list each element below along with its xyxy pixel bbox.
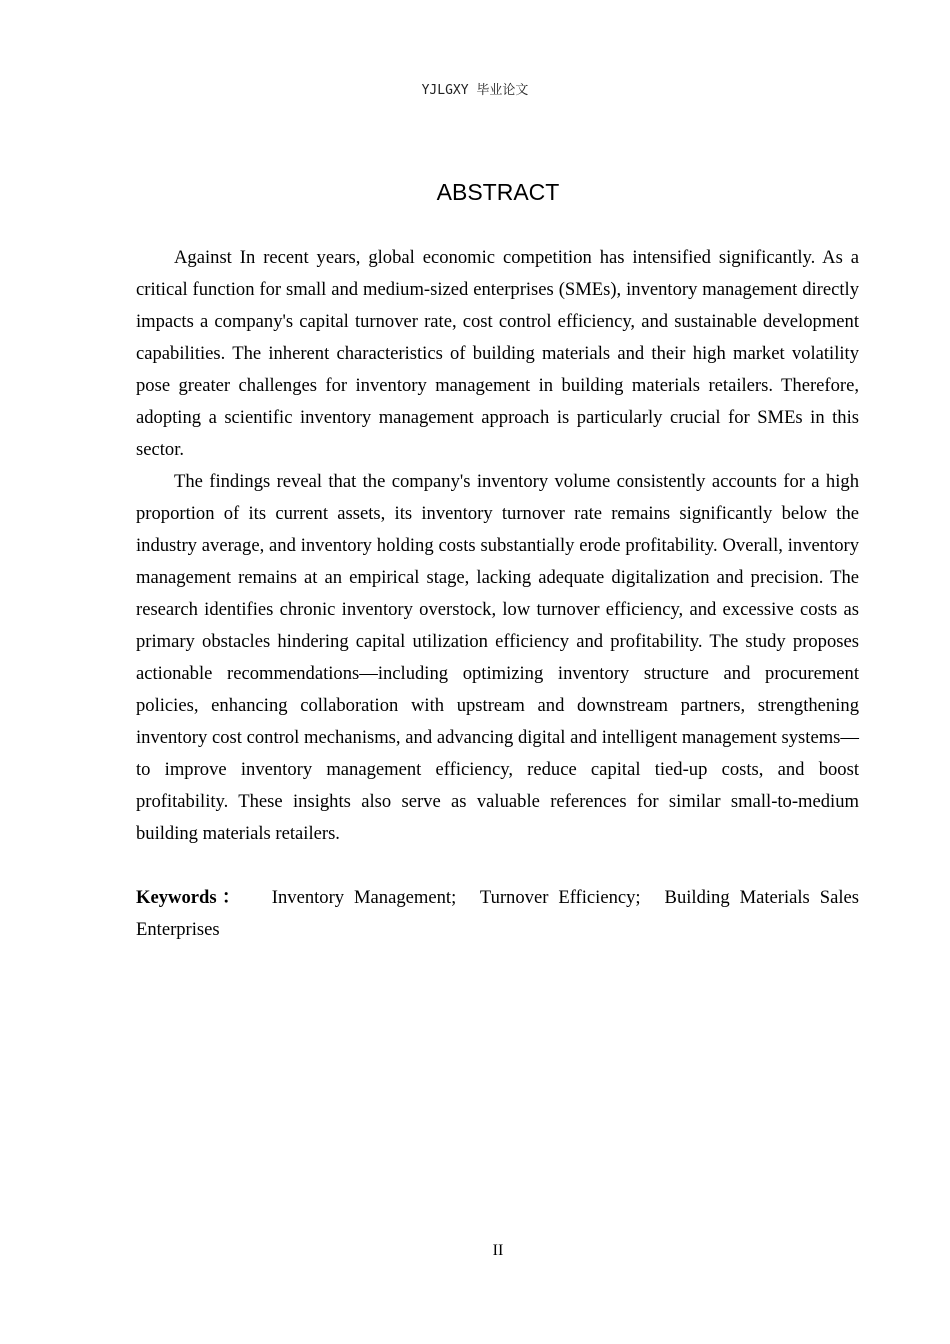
keyword-item: Turnover Efficiency; <box>479 887 641 908</box>
page-number: II <box>492 1242 504 1259</box>
keywords-label: Keywords <box>136 887 217 908</box>
keyword-item: Inventory Management; <box>271 887 457 908</box>
abstract-body <box>136 242 859 946</box>
keywords-colon: ： <box>216 887 246 908</box>
running-header: YJLGXY 毕业论文 <box>421 83 529 98</box>
abstract-title: ABSTRACT <box>436 179 560 205</box>
abstract-paragraph-2: The findings reveal that the company's inventory volume consistently accounts for a high proportion of its current assets, its inventory turnover rate remains significantly below the industry average, and inventory holding costs substantially erode profitability. Overall, inventory management remains at an empirical stage, lacking adequate digitalization and precision. The research identifies chronic inventory overstock, low turnover efficiency, and excessive costs as primary obstacles hindering capital utilization efficiency and profitability. The study proposes actionable recommendations—including optimizing inventory structure and procurement policies, enhancing collaboration with upstream and downstream partners, strengthening inventory cost control mechanisms, and advancing digital and intelligent management systems—to improve inventory management efficiency, reduce capital tied-up costs, and boost profitability. These insights also serve as valuable references for similar small-to-medium building materials retailers. <box>136 471 859 844</box>
keywords-line <box>136 882 859 946</box>
abstract-paragraph-1: Against In recent years, global economic competition has intensified significantly. As a critical function for small and medium-sized enterprises (SMEs), inventory management directly impacts a company's capital turnover rate, cost control efficiency, and sustainable development capabilities. The inherent characteristics of building materials and their high market volatility pose greater challenges for inventory management in building materials retailers. Therefore, adopting a scientific inventory management approach is particularly crucial for SMEs in this sector. <box>136 247 859 460</box>
keyword-item: Building Materials Sales Enterprises <box>136 887 859 940</box>
